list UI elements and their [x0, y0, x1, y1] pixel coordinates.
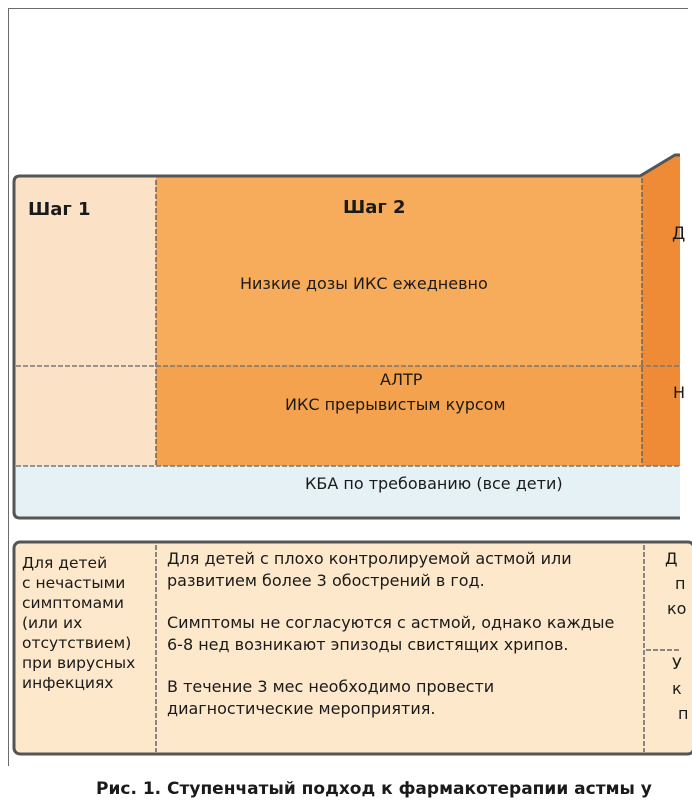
step2-criteria-2: [167, 612, 614, 656]
step3-criteria-top: [665, 546, 685, 621]
step1-criteria: [22, 553, 154, 693]
step1-criteria-line: (или их: [22, 614, 83, 632]
criteria-line: развитием более 3 обострений в год.: [167, 571, 485, 590]
step3-criteria-bottom: [672, 651, 692, 726]
step2-criteria-3: [167, 676, 494, 720]
step3-cut-row2: Н: [673, 383, 686, 402]
fragment-line: п: [675, 574, 686, 593]
kba-label: КБА по требованию (все дети): [305, 474, 563, 493]
step1-criteria-line: с нечастыми: [22, 574, 126, 592]
fragment-line: к: [672, 679, 682, 698]
step1-label: Шаг 1: [28, 199, 91, 220]
fragment-line: п: [678, 704, 689, 723]
step2-criteria-1: [167, 548, 572, 592]
step2-label: Шаг 2: [343, 197, 406, 218]
step2-altr: АЛТР: [380, 370, 423, 389]
step2-daily-ics: Низкие дозы ИКС ежедневно: [240, 274, 488, 293]
step3-band: [640, 155, 680, 466]
step2-intermittent-ics: ИКС прерывистым курсом: [285, 395, 506, 414]
step1-criteria-line: отсутствием): [22, 634, 132, 652]
criteria-line: В течение 3 мес необходимо провести: [167, 677, 495, 696]
fragment-line: ко: [667, 599, 687, 618]
criteria-line: диагностические мероприятия.: [167, 699, 436, 718]
step1-criteria-line: инфекциях: [22, 674, 114, 692]
criteria-line: 6-8 нед возникают эпизоды свистящих хрипов.: [167, 635, 569, 654]
step1-criteria-line: симптомами: [22, 594, 124, 612]
criteria-line: Для детей с плохо контролируемой астмой или: [167, 549, 572, 568]
figure-caption: Рис. 1. Ступенчатый подход к фармакотерапии астмы у: [96, 779, 652, 799]
step1-criteria-line: при вирусных: [22, 654, 136, 672]
fragment-line: Д: [665, 549, 678, 568]
step1-criteria-line: Для детей: [22, 554, 108, 572]
fragment-line: У: [672, 654, 682, 673]
step3-cut-row1: Д: [672, 224, 686, 244]
criteria-line: Симптомы не согласуются с астмой, однако каждые: [167, 613, 615, 632]
